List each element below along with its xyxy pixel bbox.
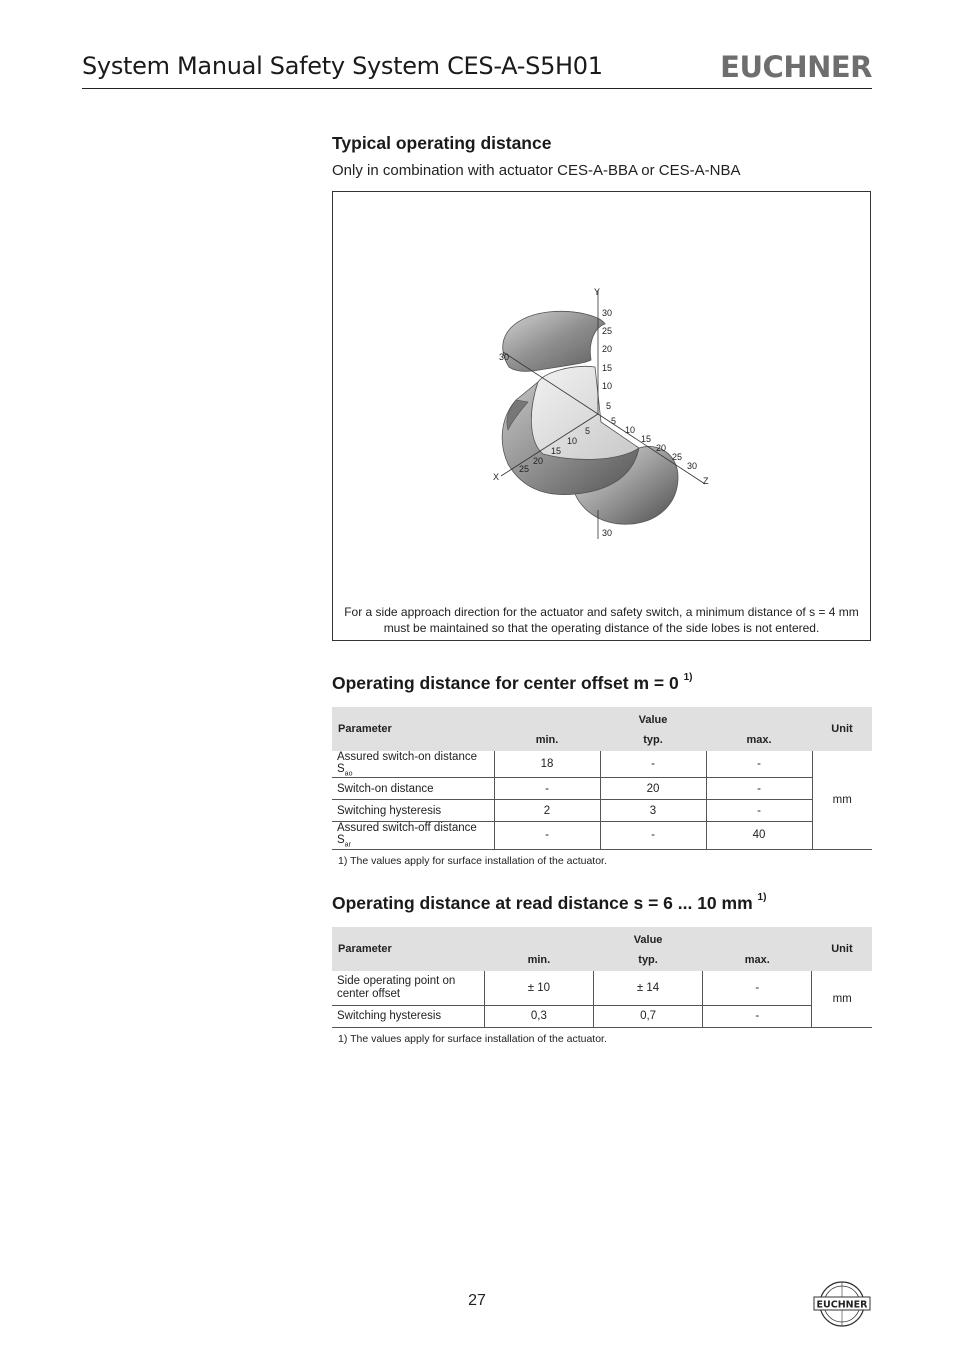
max-cell: - <box>706 778 812 800</box>
param-cell: Assured switch-off distance $S_{ar}$ <box>332 822 494 849</box>
euchner-logo: EUCHNER <box>720 50 872 84</box>
param-cell: Side operating point on center offset <box>332 971 484 1005</box>
min-header: min. <box>494 729 600 751</box>
param-header: Parameter <box>332 707 494 751</box>
x-axis-label: X <box>493 472 500 482</box>
x-tick-label: 15 <box>551 446 562 456</box>
operating-distance-diagram <box>333 192 870 602</box>
max-cell: 40 <box>706 822 812 849</box>
section-read-distance <box>332 893 872 1045</box>
section-subtext: Only in combination with actuator CES-A-BBA or CES-A-NBA <box>332 162 741 179</box>
y-tick-label: 25 <box>602 326 613 336</box>
operating-distance-figure <box>332 191 871 641</box>
max-header: max. <box>706 729 812 751</box>
svg-text:EUCHNER: EUCHNER <box>816 1299 868 1311</box>
param-header: Parameter <box>332 927 484 971</box>
figure-caption <box>333 604 870 636</box>
table-footnote: 1) The values apply for surface installation of the actuator. <box>338 854 607 867</box>
caption-line: must be maintained so that the operating distance of the side lobes is not entered. <box>383 621 820 635</box>
center-offset-table <box>332 707 872 850</box>
typ-header: typ. <box>593 949 702 971</box>
min-cell: ± 10 <box>484 971 593 1005</box>
x-tick-label: 20 <box>533 456 544 466</box>
section-heading: Operating distance for center offset m = 0 $^{1)}$ <box>332 672 693 693</box>
value-header: Value <box>484 927 812 949</box>
param-cell: Switching hysteresis <box>332 800 494 822</box>
section-heading: Typical operating distance <box>332 133 552 153</box>
document-title: System Manual Safety System CES-A-S5H01 <box>82 52 603 80</box>
z-tick-label: 15 <box>641 434 652 444</box>
euchner-seal-logo <box>812 1280 872 1328</box>
z-tick-label: 10 <box>625 425 636 435</box>
value-header: Value <box>494 707 812 729</box>
table-row <box>332 822 872 849</box>
unit-cell: mm <box>812 971 872 1027</box>
z-tick-label: 25 <box>672 452 683 462</box>
unit-cell: mm <box>812 751 872 849</box>
y-axis-label: Y <box>594 287 601 297</box>
min-cell: 18 <box>494 751 600 778</box>
param-cell: Switching hysteresis <box>332 1005 484 1027</box>
typ-cell: 20 <box>600 778 706 800</box>
typ-header: typ. <box>600 729 706 751</box>
page-number: 27 <box>468 1292 486 1309</box>
table-row <box>332 800 872 822</box>
y-tick-label: 10 <box>602 381 613 391</box>
typ-cell: 0,7 <box>593 1005 702 1027</box>
y-tick-label: 15 <box>602 363 613 373</box>
typ-cell: - <box>600 751 706 778</box>
table-row <box>332 778 872 800</box>
read-distance-table <box>332 927 872 1028</box>
caption-line: For a side approach direction for the actuator and safety switch, a minimum distance of s = 4 mm <box>344 605 859 619</box>
z-axis-label: Z <box>703 476 709 486</box>
max-cell: - <box>706 800 812 822</box>
min-cell: 2 <box>494 800 600 822</box>
z-tick-label: 20 <box>656 443 667 453</box>
max-cell: - <box>703 1005 812 1027</box>
table-footnote: 1) The values apply for surface installation of the actuator. <box>338 1032 607 1045</box>
y-tick-label: 20 <box>602 344 613 354</box>
max-cell: - <box>703 971 812 1005</box>
z-tick-label: 30 <box>687 461 698 471</box>
y-tick-label: 30 <box>602 308 613 318</box>
unit-header: Unit <box>812 927 872 971</box>
typ-cell: ± 14 <box>593 971 702 1005</box>
table-row <box>332 971 872 1005</box>
section-heading: Operating distance at read distance s = 6 ... 10 mm $^{1)}$ <box>332 892 767 913</box>
typ-cell: - <box>600 822 706 849</box>
min-cell: - <box>494 822 600 849</box>
section-center-offset <box>332 673 872 867</box>
z-tick-label: 5 <box>611 416 617 426</box>
header-divider <box>82 88 872 89</box>
param-cell: Assured switch-on distance $S_{ao}$ <box>332 751 494 778</box>
min-cell: 0,3 <box>484 1005 593 1027</box>
x-tick-label: 10 <box>567 436 578 446</box>
table-row <box>332 751 872 778</box>
x-back-label: 30 <box>499 352 510 362</box>
param-cell: Switch-on distance <box>332 778 494 800</box>
y-tick-label: 5 <box>606 401 612 411</box>
min-header: min. <box>484 949 593 971</box>
table-row <box>332 1005 872 1027</box>
section-typical-distance <box>332 133 872 179</box>
x-tick-label: 5 <box>585 426 591 436</box>
max-cell: - <box>706 751 812 778</box>
max-header: max. <box>703 949 812 971</box>
x-tick-label: 25 <box>519 464 530 474</box>
y-bottom-label: 30 <box>602 528 613 538</box>
typ-cell: 3 <box>600 800 706 822</box>
unit-header: Unit <box>812 707 872 751</box>
min-cell: - <box>494 778 600 800</box>
lobe-face <box>531 366 639 459</box>
